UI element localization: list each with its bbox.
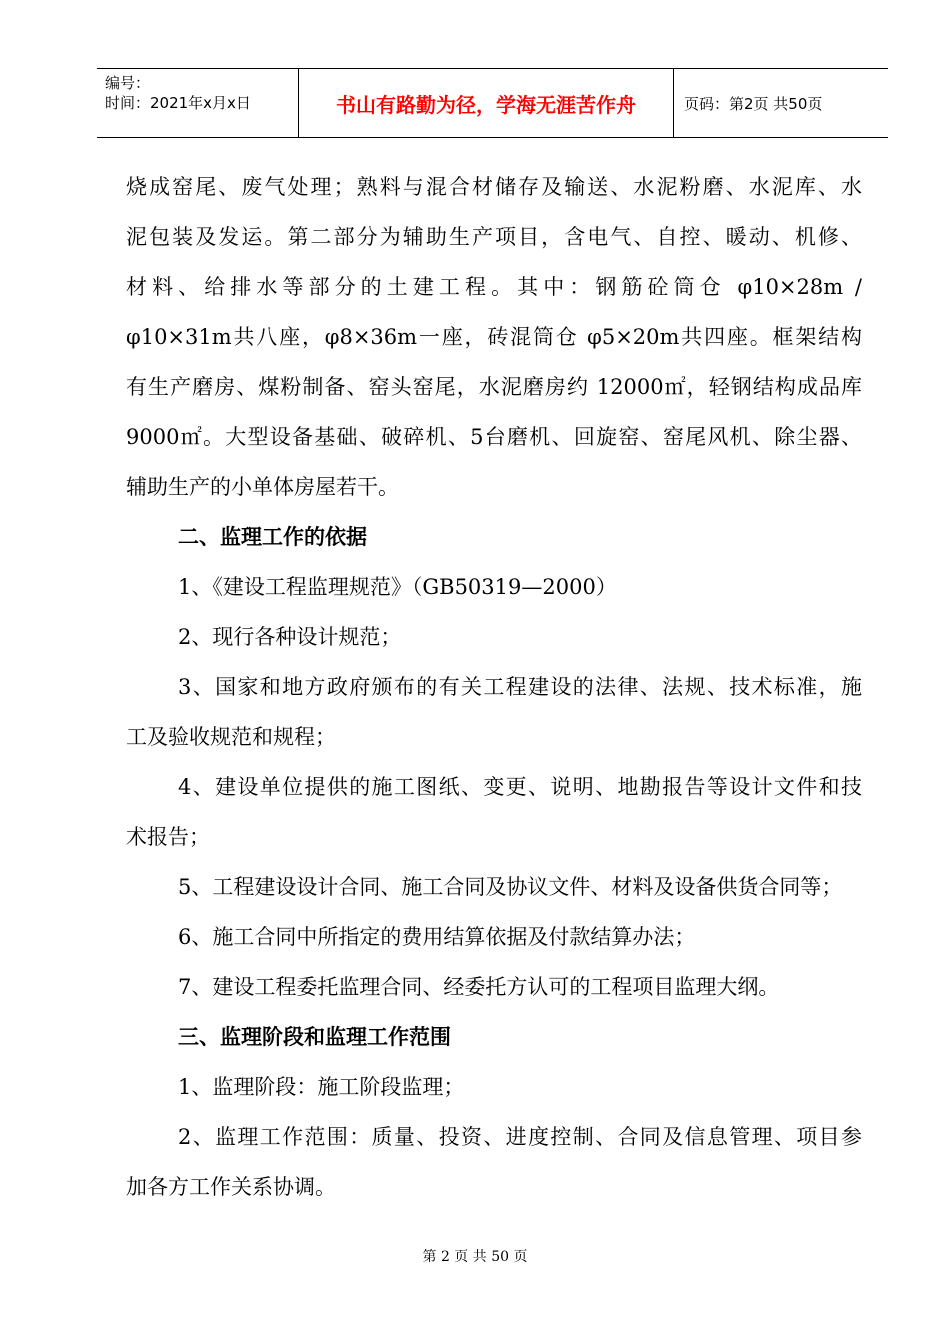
header-meta [97,69,299,137]
basis-item-continued: 工及验收规范和规程； [126,725,336,749]
header-page-number: 页码：第2页 共50页 [684,94,823,113]
intro-line: 9000㎡。大型设备基础、破碎机、5台磨机、回旋窑、窑尾风机、除尘器、 [126,425,862,449]
scope-item: 1、监理阶段：施工阶段监理； [178,1075,465,1099]
section-heading-basis: 二、监理工作的依据 [178,524,367,549]
basis-item: 4、建设单位提供的施工图纸、变更、说明、地勘报告等设计文件和技 [178,775,862,799]
header-slogan: 书山有路勤为径，学海无涯苦作舟 [299,69,674,137]
basis-item: 3、国家和地方政府颁布的有关工程建设的法律、法规、技术标准，施 [178,675,862,699]
page-header [97,68,888,138]
scope-item: 2、监理工作范围：质量、投资、进度控制、合同及信息管理、项目参 [178,1125,862,1149]
basis-item: 1、《建设工程监理规范》（GB50319—2000） [178,575,617,599]
intro-line: φ10×31m共八座，φ8×36m一座，砖混筒仓 φ5×20m共四座。框架结构 [126,325,862,349]
basis-item: 7、建设工程委托监理合同、经委托方认可的工程项目监理大纲。 [178,975,780,999]
intro-line: 烧成窑尾、废气处理；熟料与混合材储存及输送、水泥粉磨、水泥库、水 [126,175,862,199]
intro-line: 泥包装及发运。第二部分为辅助生产项目，含电气、自控、暖动、机修、 [126,225,862,249]
intro-line: 材料、给排水等部分的土建工程。其中：钢筋砼筒仓 φ10×28m / [126,275,862,299]
document-body [126,162,862,1212]
section-heading-scope: 三、监理阶段和监理工作范围 [178,1024,451,1049]
intro-line: 辅助生产的小单体房屋若干。 [126,475,399,499]
document-time-label: 时间：2021年x月x日 [105,94,251,112]
page-footer: 第 2 页 共 50 页 [422,1249,528,1265]
basis-item: 2、现行各种设计规范； [178,625,402,649]
intro-line: 有生产磨房、煤粉制备、窑头窑尾，水泥磨房约 12000㎡，轻钢结构成品库 [126,375,862,399]
document-number-label: 编号： [105,74,151,92]
basis-item-continued: 术报告； [126,825,210,849]
basis-item: 5、工程建设设计合同、施工合同及协议文件、材料及设备供货合同等； [178,875,843,899]
basis-item: 6、施工合同中所指定的费用结算依据及付款结算办法； [178,925,696,949]
scope-item-continued: 加各方工作关系协调。 [126,1175,336,1199]
